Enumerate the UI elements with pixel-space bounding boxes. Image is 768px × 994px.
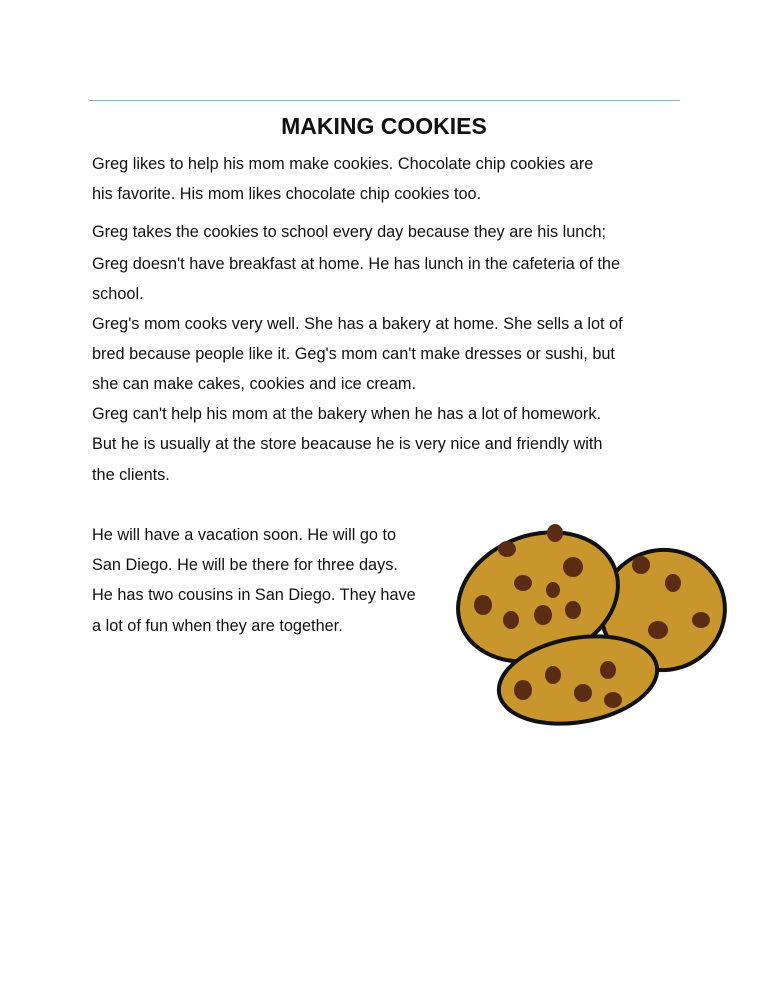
text-line: Greg likes to help his mom make cookies. Chocolate chip cookies are: [92, 155, 594, 173]
text-line: Greg's mom cooks very well. She has a bakery at home. She sells a lot of: [92, 315, 623, 333]
text-line: Greg can't help his mom at the bakery when he has a lot of homework.: [92, 405, 601, 423]
text-line: But he is usually at the store beacause he is very nice and friendly with: [92, 435, 603, 453]
text-line: Greg takes the cookies to school every day because they are his lunch;: [92, 223, 607, 241]
text-line: He has two cousins in San Diego. They have: [92, 586, 416, 604]
text-line: school.: [92, 285, 144, 303]
text-line: San Diego. He will be there for three days.: [92, 556, 398, 574]
text-line: bred because people like it. Geg's mom can't make dresses or sushi, but: [92, 345, 615, 363]
text-line: she can make cakes, cookies and ice cream.: [92, 375, 416, 393]
text-line: the clients.: [92, 466, 170, 484]
text-line: Greg doesn't have breakfast at home. He has lunch in the cafeteria of the: [92, 255, 621, 273]
cookies-illustration: [453, 515, 731, 730]
header-rule: [89, 100, 680, 101]
text-line: a lot of fun when they are together.: [92, 617, 343, 635]
text-line: He will have a vacation soon. He will go to: [92, 526, 397, 544]
page-title: MAKING COOKIES: [281, 113, 487, 139]
text-line: his favorite. His mom likes chocolate chip cookies too.: [92, 185, 482, 203]
